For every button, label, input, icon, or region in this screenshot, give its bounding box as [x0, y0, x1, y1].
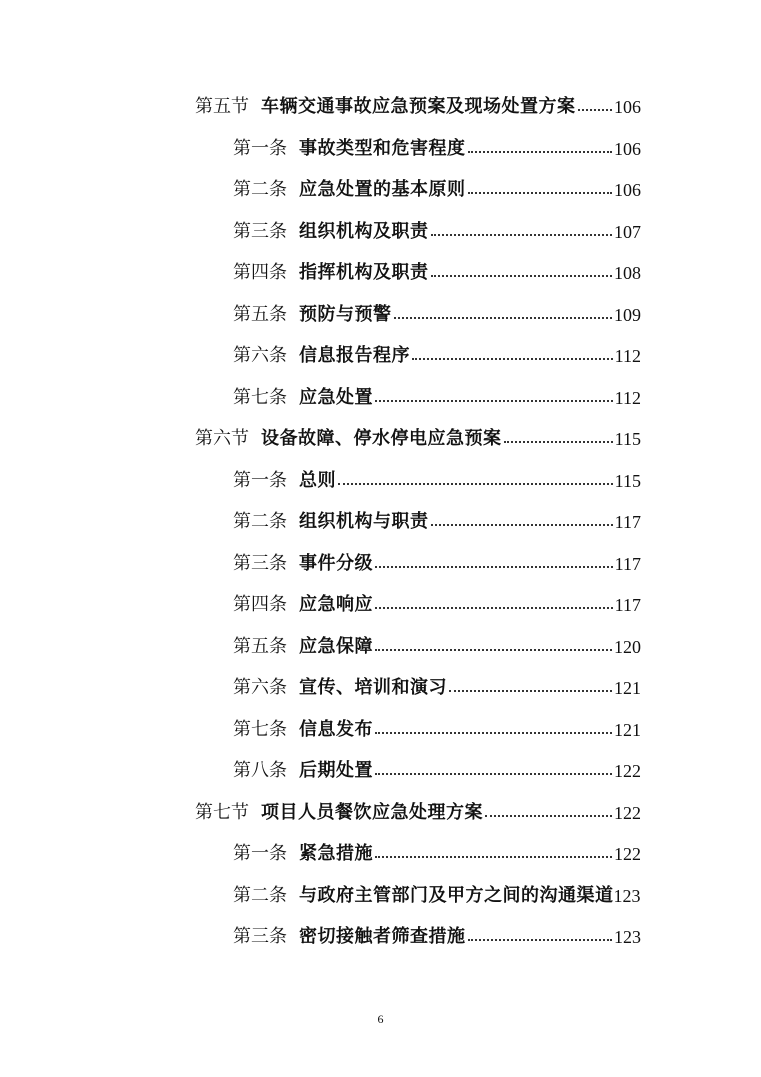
dot-leader — [431, 275, 613, 277]
toc-entry-article[interactable] — [233, 462, 641, 492]
toc-entry-label: 第六条 — [233, 677, 287, 698]
toc-entry-title: 应急处置 — [299, 386, 373, 408]
toc-entry-page: 112 — [614, 387, 641, 408]
dot-leader — [375, 732, 612, 734]
toc-entry-title: 总则 — [299, 469, 336, 491]
dot-leader — [375, 856, 612, 858]
toc-entry-title: 信息发布 — [299, 718, 373, 740]
toc-entry-label: 第二条 — [233, 179, 287, 200]
toc-entry-label: 第七条 — [233, 718, 287, 740]
toc-entry-title: 应急响应 — [299, 594, 373, 615]
toc-entry-title: 车辆交通事故应急预案及现场处置方案 — [261, 96, 576, 117]
toc-entry-label: 第五节 — [195, 96, 249, 117]
toc-entry-article[interactable] — [233, 337, 641, 367]
dot-leader — [485, 815, 612, 817]
toc-entry-article[interactable] — [233, 877, 641, 907]
toc-entry-page: 106 — [614, 180, 641, 200]
toc-entry-section-5[interactable] — [195, 88, 641, 118]
toc-entry-article[interactable] — [233, 503, 641, 533]
toc-entry-page: 117 — [614, 512, 641, 532]
toc-entry-label: 第一条 — [233, 137, 287, 159]
toc-entry-label: 第六条 — [233, 345, 287, 366]
toc-entry-label: 第四条 — [233, 594, 287, 615]
page-number: 6 — [377, 1012, 384, 1026]
toc-entry-article[interactable] — [233, 213, 641, 243]
dot-leader — [338, 483, 613, 485]
toc-entry-page: 106 — [614, 138, 641, 159]
toc-entry-article[interactable] — [233, 711, 641, 741]
dot-leader — [412, 358, 613, 360]
toc-entry-section-6[interactable] — [195, 420, 641, 450]
dot-leader — [375, 649, 612, 651]
dot-leader — [468, 151, 613, 153]
toc-entry-page: 112 — [614, 346, 641, 366]
toc-entry-article[interactable] — [233, 752, 641, 782]
toc-entry-title: 事件分级 — [299, 552, 373, 574]
dot-leader — [468, 939, 613, 941]
toc-entry-label: 第二条 — [233, 884, 287, 906]
dot-leader — [394, 317, 613, 319]
toc-entry-title: 项目人员餐饮应急处理方案 — [261, 801, 483, 823]
toc-entry-label: 第五条 — [233, 635, 287, 657]
toc-entry-title: 应急保障 — [299, 635, 373, 657]
toc-entry-article[interactable] — [233, 296, 641, 326]
toc-entry-article[interactable] — [233, 171, 641, 201]
toc-entry-page: 122 — [614, 802, 641, 823]
toc-entry-label: 第五条 — [233, 303, 287, 325]
dot-leader — [375, 400, 613, 402]
toc-entry-article[interactable] — [233, 918, 641, 948]
toc-entry-title: 密切接触者筛查措施 — [299, 926, 466, 947]
toc-entry-article[interactable] — [233, 130, 641, 160]
toc-entry-page: 121 — [614, 719, 641, 740]
toc-entry-page: 109 — [614, 304, 641, 325]
toc-entry-label: 第七条 — [233, 386, 287, 408]
toc-entry-page: 108 — [614, 263, 641, 283]
dot-leader — [449, 690, 612, 692]
toc-entry-article[interactable] — [233, 586, 641, 616]
toc-entry-title: 信息报告程序 — [299, 345, 410, 366]
toc-entry-label: 第四条 — [233, 262, 287, 283]
toc-entry-label: 第八条 — [233, 760, 287, 781]
toc-entry-article[interactable] — [233, 628, 641, 658]
toc-entry-page: 115 — [614, 429, 641, 449]
toc-entry-title: 与政府主管部门及甲方之间的沟通渠道 — [299, 884, 614, 906]
toc-entry-label: 第六节 — [195, 428, 249, 449]
dot-leader — [504, 441, 613, 443]
toc-entry-label: 第一条 — [233, 843, 287, 864]
toc-entry-section-7[interactable] — [195, 794, 641, 824]
toc-entry-title: 指挥机构及职责 — [299, 262, 429, 283]
toc-entry-page: 106 — [614, 97, 641, 117]
toc-entry-label: 第二条 — [233, 511, 287, 532]
toc-entry-label: 第七节 — [195, 801, 249, 823]
dot-leader — [375, 607, 613, 609]
dot-leader — [468, 192, 613, 194]
toc-entry-title: 设备故障、停水停电应急预案 — [261, 428, 502, 449]
toc-entry-article[interactable] — [233, 669, 641, 699]
toc-entry-page: 120 — [614, 636, 641, 657]
toc-entry-page: 115 — [614, 470, 641, 491]
toc-entry-article[interactable] — [233, 835, 641, 865]
toc-entry-title: 紧急措施 — [299, 843, 373, 864]
toc-entry-label: 第一条 — [233, 469, 287, 491]
toc-entry-title: 应急处置的基本原则 — [299, 179, 466, 200]
toc-entry-page: 123 — [613, 885, 641, 906]
toc-entry-page: 107 — [614, 221, 641, 242]
toc-entry-page: 122 — [614, 844, 641, 864]
toc-entry-title: 宣传、培训和演习 — [299, 677, 447, 698]
toc-entry-page: 122 — [614, 761, 641, 781]
dot-leader — [375, 566, 613, 568]
toc-entry-label: 第三条 — [233, 926, 287, 947]
toc-entry-title: 事故类型和危害程度 — [299, 137, 466, 159]
toc-entry-label: 第三条 — [233, 552, 287, 574]
toc-entry-page: 117 — [614, 595, 641, 615]
toc-entry-title: 组织机构与职责 — [299, 511, 429, 532]
toc-entry-article[interactable] — [233, 545, 641, 575]
toc-entry-title: 后期处置 — [299, 760, 373, 781]
toc-entry-title: 组织机构及职责 — [299, 220, 429, 242]
dot-leader — [431, 524, 613, 526]
dot-leader — [375, 773, 612, 775]
dot-leader — [578, 109, 613, 111]
dot-leader — [431, 234, 613, 236]
toc-entry-page: 121 — [614, 678, 641, 698]
toc-entry-page: 117 — [614, 553, 641, 574]
toc-entry-label: 第三条 — [233, 220, 287, 242]
toc-entry-article[interactable] — [233, 379, 641, 409]
toc-entry-page: 123 — [614, 927, 641, 947]
toc-entry-title: 预防与预警 — [299, 303, 392, 325]
page-footer — [0, 1012, 761, 1027]
toc-entry-article[interactable] — [233, 254, 641, 284]
